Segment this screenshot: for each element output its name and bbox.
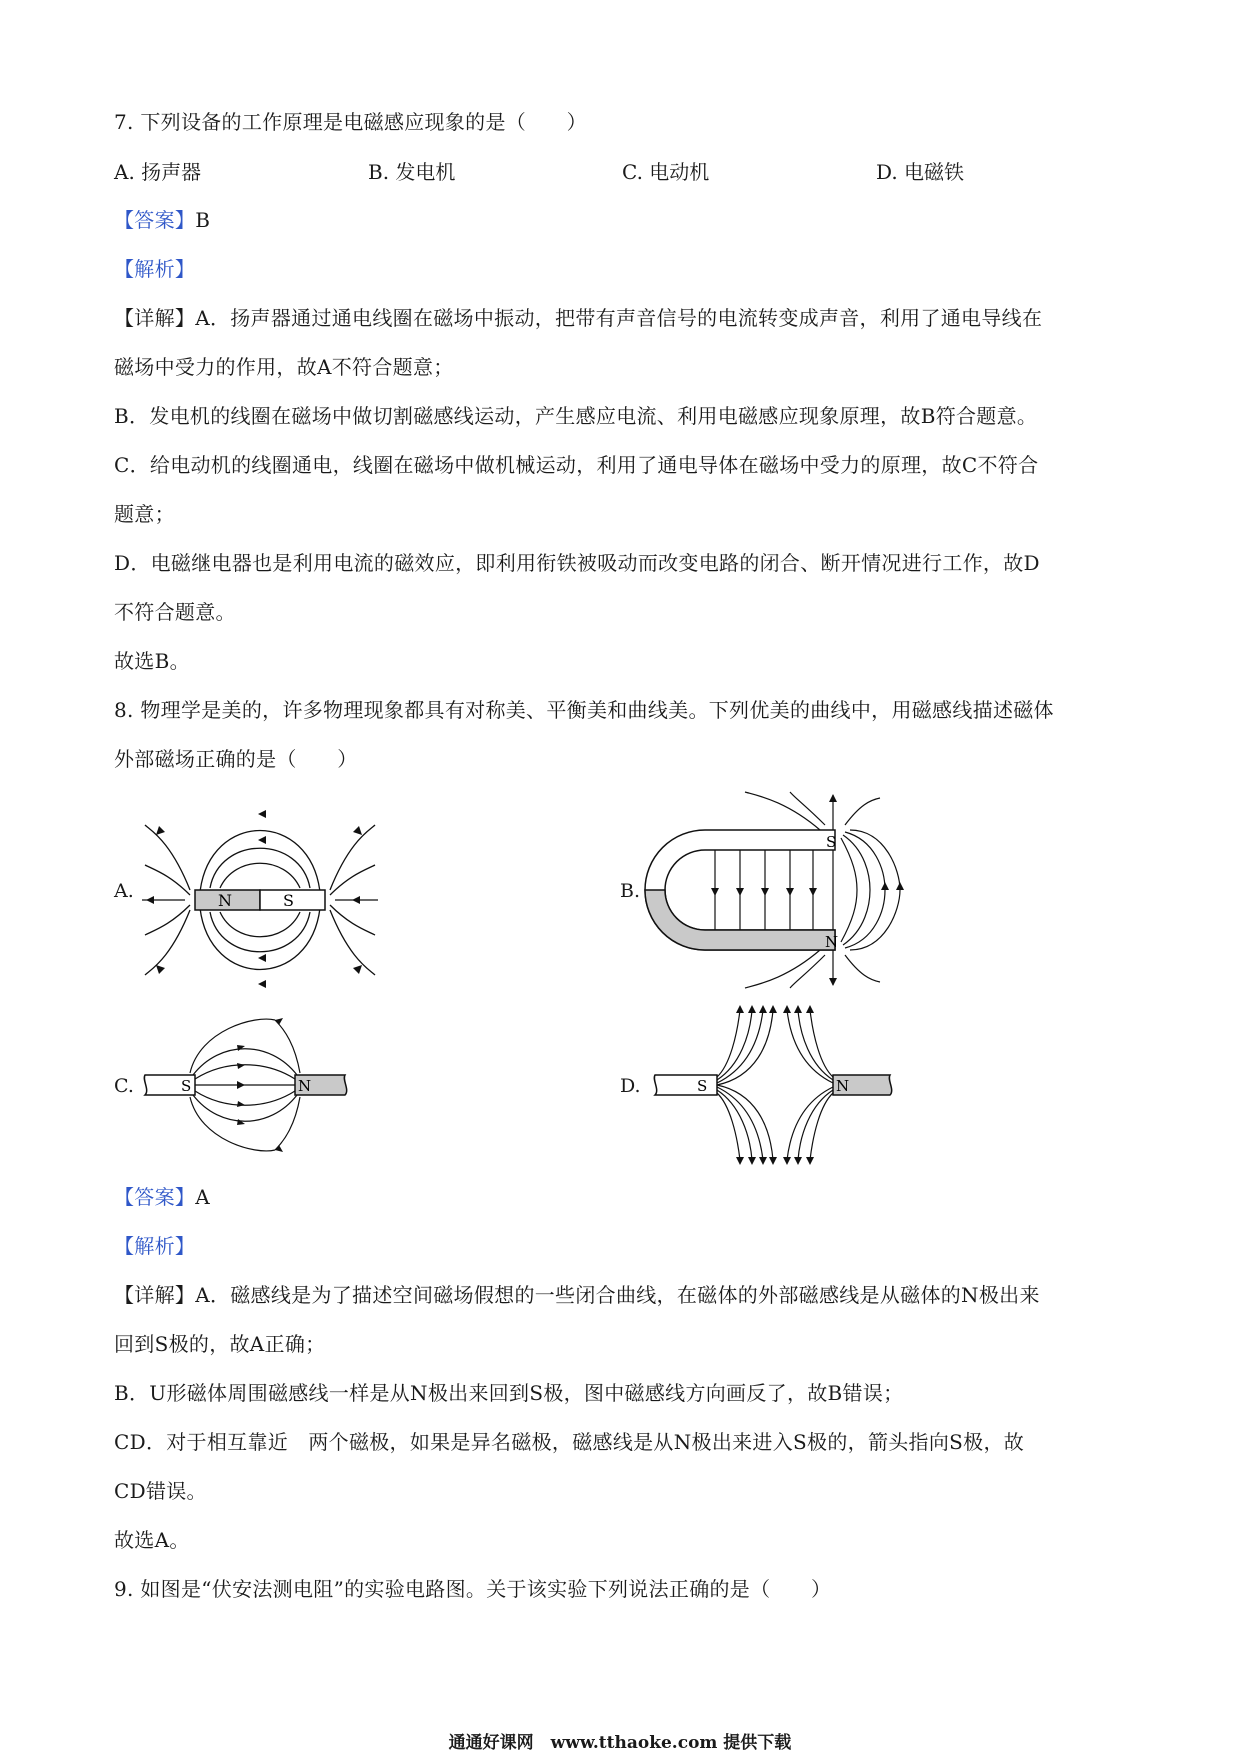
- q7-conclusion: 故选B。: [114, 649, 190, 673]
- q7-analysis-tag: 【解析】: [114, 257, 196, 281]
- q8-analysis-tag: 【解析】: [114, 1234, 196, 1258]
- pole-s-label: S: [697, 1077, 708, 1095]
- pole-n-label: N: [836, 1077, 850, 1095]
- pole-s-label: S: [826, 833, 837, 851]
- q8-conclusion: 故选A。: [114, 1528, 190, 1552]
- q7-option-b: B. 发电机: [368, 160, 456, 184]
- q8-stem-line: 8. 物理学是美的，许多物理现象都具有对称美、平衡美和曲线美。下列优美的曲线中，用磁感线描述磁体: [114, 698, 1054, 722]
- figure-d-label: D.: [620, 1075, 641, 1097]
- q7-detail-line: C．给电动机的线圈通电，线圈在磁场中做机械运动，利用了通电导体在磁场中受力的原理，故C不符合: [114, 453, 1039, 477]
- q7-detail-line: 【详解】A．扬声器通过通电线圈在磁场中振动，把带有声音信号的电流转变成声音，利用了通电导线在: [114, 306, 1043, 330]
- figure-a-label: A.: [114, 880, 134, 902]
- answer-value: A: [195, 1185, 210, 1209]
- figure-c-label: C.: [114, 1075, 134, 1097]
- answer-tag: 【答案】: [114, 1185, 196, 1209]
- q7-answer: [114, 204, 210, 233]
- answer-value: B: [195, 208, 211, 232]
- figure-b-label: B.: [620, 880, 641, 902]
- figure-a-bar-magnet-field: [140, 800, 380, 1000]
- q7-detail-line: 不符合题意。: [114, 600, 236, 624]
- pole-n-label: N: [218, 891, 232, 910]
- q8-stem-line: 外部磁场正确的是（ ）: [114, 747, 358, 771]
- q8-detail-line: B．U形磁体周围磁感线一样是从N极出来回到S极，图中磁感线方向画反了，故B错误；: [114, 1381, 904, 1405]
- q7-detail-line: 题意；: [114, 502, 175, 526]
- q8-detail-line: 回到S极的，故A正确；: [114, 1332, 326, 1356]
- q7-detail-line: B．发电机的线圈在磁场中做切割磁感线运动，产生感应电流、利用电磁感应现象原理，故B符合题意。: [114, 404, 1038, 428]
- answer-tag: 【答案】: [114, 208, 196, 232]
- q8-detail-line: CD错误。: [114, 1479, 207, 1503]
- q8-detail-line: 【详解】A．磁感线是为了描述空间磁场假想的一些闭合曲线，在磁体的外部磁感线是从磁体的N极出来: [114, 1283, 1040, 1307]
- figure-d-poles-field: [655, 1005, 895, 1165]
- q7-detail-line: 磁场中受力的作用，故A不符合题意；: [114, 355, 454, 379]
- q7-stem: 7. 下列设备的工作原理是电磁感应现象的是（ ）: [114, 110, 587, 134]
- q7-option-d: D. 电磁铁: [876, 160, 965, 184]
- q7-detail-line: D．电磁继电器也是利用电流的磁效应，即利用衔铁被吸动而改变电路的闭合、断开情况进行工作，故D: [114, 551, 1040, 575]
- q7-option-c: C. 电动机: [622, 160, 710, 184]
- page-footer: 通通好课网 www.tthaoke.com 提供下载: [448, 1733, 792, 1753]
- q7-option-a: A. 扬声器: [114, 160, 202, 184]
- figure-b-u-magnet-field: [645, 790, 905, 990]
- pole-s-label: S: [181, 1077, 192, 1095]
- q8-answer: [114, 1181, 210, 1210]
- figure-c-opposite-poles-field: [145, 1015, 365, 1155]
- q8-detail-line: CD．对于相互靠近 两个磁极，如果是异名磁极，磁感线是从N极出来进入S极的，箭头指向S极，故: [114, 1430, 1025, 1454]
- pole-n-label: N: [298, 1077, 312, 1095]
- q9-stem: 9. 如图是“伏安法测电阻”的实验电路图。关于该实验下列说法正确的是（ ）: [114, 1577, 832, 1601]
- pole-s-label: S: [283, 891, 294, 910]
- pole-n-label: N: [825, 933, 839, 951]
